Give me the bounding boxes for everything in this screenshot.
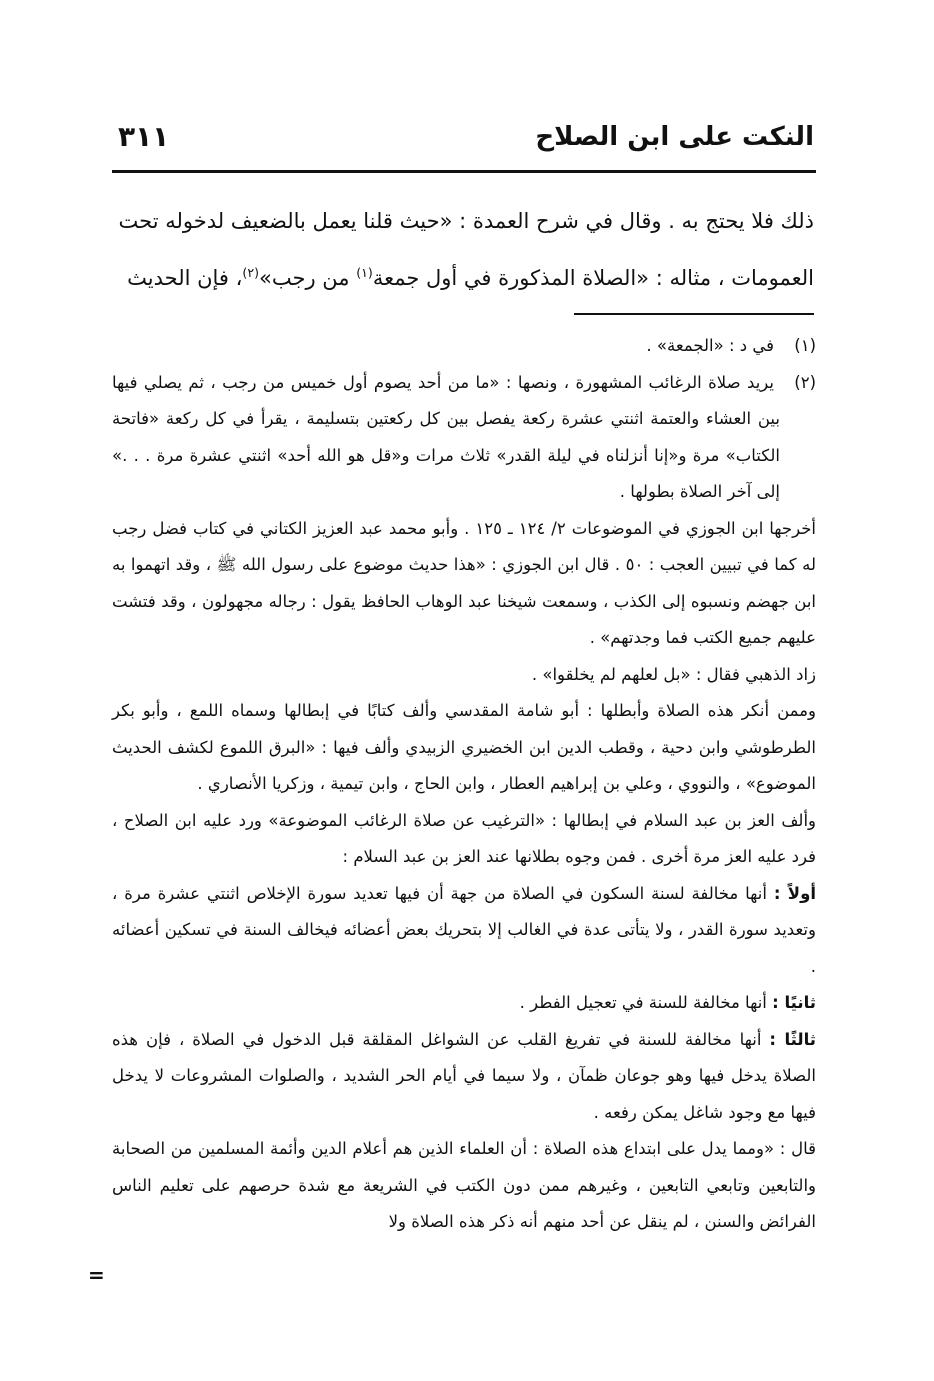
main-line-part: العمومات ، مثاله : «الصلاة المذكورة في أول جمعة [372, 266, 814, 290]
footnote-ref: (٢) [242, 265, 260, 280]
footnote-1 [112, 328, 816, 365]
main-line-part: من رجب» [259, 266, 357, 290]
main-line [112, 247, 814, 304]
main-line-part: ، فإن الحديث [127, 266, 243, 290]
footnote-paragraph: قال : «ومما يدل على ابتداع هذه الصلاة : أن العلماء الذين هم أعلام الدين وأئمة المسلمين من الصحابة والتابعين وتابعي التابعين ، وغيرهم ممن دون الكتب في الشريعة مع شدة حرصهم على تعليم الناس الفرائض والسنن ، لم ينقل عن أحد منهم أنه ذكر هذه الصلاة ولا [112, 1139, 816, 1231]
paragraph-label: ثانيًا : [772, 993, 816, 1012]
footnote-paragraph: وألف العز بن عبد السلام في إبطالها : «الترغيب عن صلاة الرغائب الموضوعة» ورد عليه ابن الصلاح ، فرد عليه العز مرة أخرى . فمن وجوه بطلانها عند العز بن عبد السلام : [112, 810, 816, 866]
footnote-2 [112, 365, 816, 511]
footnote-paragraph [112, 985, 816, 1022]
main-line: ذلك فلا يحتج به . وقال في شرح العمدة : «حيث قلنا يعمل بالضعيف لدخوله تحت [118, 209, 814, 233]
paragraph-text: أنها مخالفة للسنة في تعجيل الفطر . [519, 993, 767, 1012]
footnote-paragraph: أخرجها ابن الجوزي في الموضوعات ٢/ ١٢٤ ـ ١٢٥ . وأبو محمد عبد العزيز الكتاني في كتاب فضل رجب له كما في تبيين العجب : ٥٠ . قال ابن الجوزي : «هذا حديث موضوع على رسول الله ﷺ ، وقد اتهموا به ابن جهضم ونسبوه إلى الكذب ، وسمعت شيخنا عبد الوهاب الحافظ يقول : رجاله مجهولون ، وقد فتشت عليهم جميع الكتب فما وجدتهم» . [112, 518, 816, 647]
footnotes [112, 328, 816, 1241]
header-rule [112, 170, 816, 173]
running-header-title: النكت على ابن الصلاح [535, 122, 814, 152]
continuation-mark: = [88, 1263, 105, 1287]
footnote-paragraph: زاد الذهبي فقال : «بل لعلهم لم يخلقوا» . [531, 664, 816, 684]
paragraph-text: أنها مخالفة للسنة في تفريغ القلب عن الشواغل المقلقة قبل الدخول في الصلاة ، فإن هذه الصلاة يدخل فيها وهو جوعان ظمآن ، ولا سيما في أيام الحر الشديد ، والصلوات المشروعات لا يدخل فيها مع وجود شاغل يمكن رفعه . [112, 1029, 816, 1122]
paragraph-text: أنها مخالفة لسنة السكون في الصلاة من جهة أن فيها تعديد سورة الإخلاص اثنتي عشرة مرة ، وتعديد سورة القدر ، ولا يتأتى عدة في الغالب إلا بتحريك بعض أعضائه فيخالف السنة في تسكين أعضائه . [112, 883, 816, 976]
footnote-ref: (١) [356, 265, 373, 280]
page-number: ٣١١ [118, 120, 170, 153]
main-text [112, 195, 814, 304]
paragraph-label: ثالثًا : [769, 1029, 816, 1049]
footnote-marker: (١) [794, 336, 816, 355]
footnote-text: يريد صلاة الرغائب المشهورة ، ونصها : «ما من أحد يصوم أول خميس من رجب ، ثم يصلي فيها بين العشاء والعتمة اثنتي عشرة ركعة يفصل بين كل ركعتين بتسليمة ، يقرأ في كل ركعة «فاتحة الكتاب» مرة و«إنا أنزلناه في ليلة القدر» ثلاث مرات و«قل هو الله أحد» اثنتي عشرة مرة . . .» إلى آخر الصلاة بطولها . [112, 372, 780, 501]
footnote-paragraph [112, 876, 816, 986]
footnote-separator [574, 313, 814, 315]
footnote-paragraph: وممن أنكر هذه الصلاة وأبطلها : أبو شامة المقدسي وألف كتابًا في إبطالها وسماه اللمع ، وأبو بكر الطرطوشي وابن دحية ، وقطب الدين ابن الخضيري الزبيدي وألف فيها : «البرق اللموع لكشف الحديث الموضوع» ، والنووي ، وعلي بن إبراهيم العطار ، وابن الحاج ، وابن تيمية ، وزكريا الأنصاري . [112, 701, 816, 793]
footnote-paragraph [112, 1022, 816, 1132]
paragraph-label: أولاً : [773, 883, 816, 903]
footnote-marker: (٢) [794, 372, 816, 392]
footnote-text: في د : «الجمعة» . [646, 336, 774, 355]
